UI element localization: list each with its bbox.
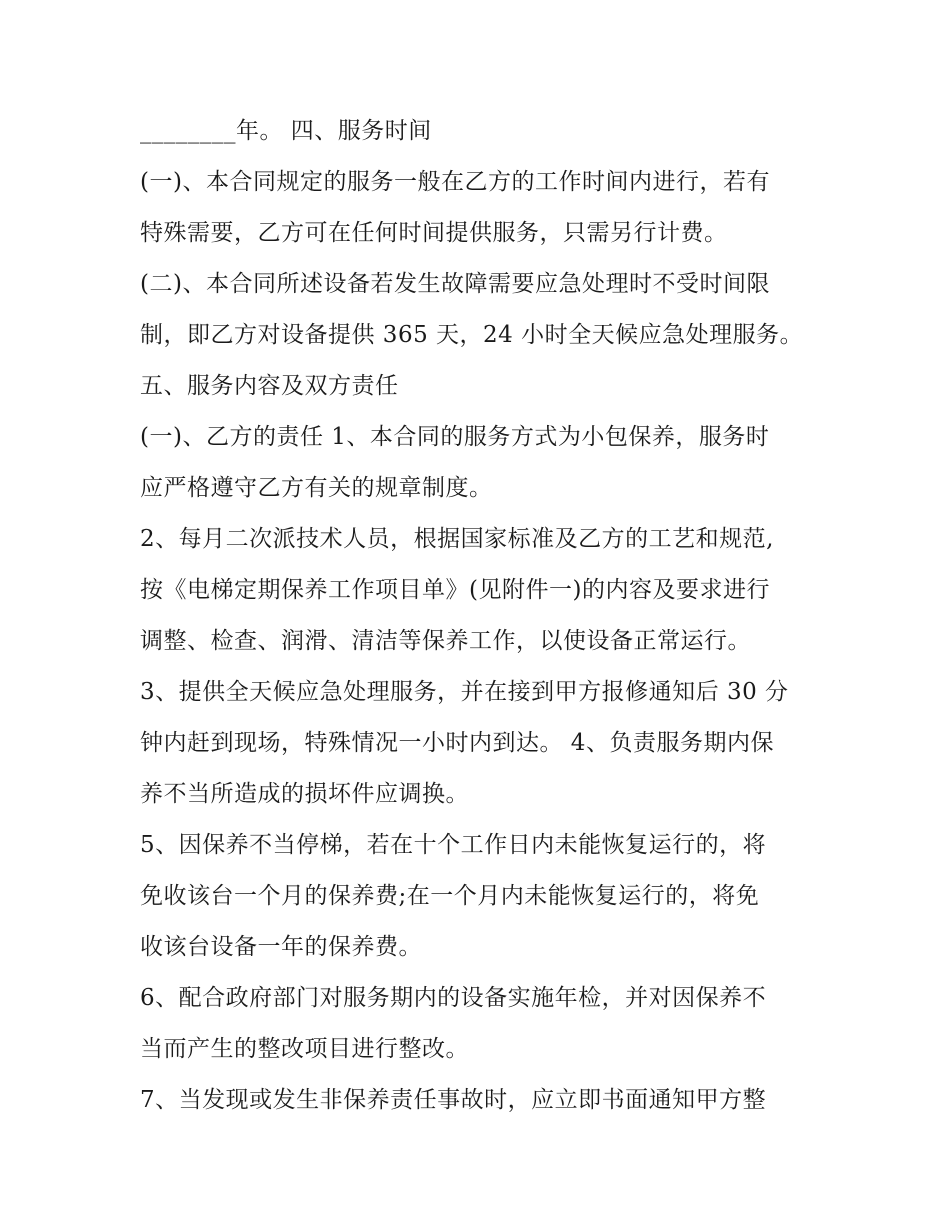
text-line: 调整、检查、润滑、清洁等保养工作，以使设备正常运行。 xyxy=(140,628,751,654)
text-line: ________年。 四、服务时间 xyxy=(140,118,432,144)
text-line: (一)、本合同规定的服务一般在乙方的工作时间内进行，若有 xyxy=(140,169,770,195)
text-line: 收该台设备一年的保养费。 xyxy=(140,934,422,960)
text-line: 5、因保养不当停梯，若在十个工作日内未能恢复运行的，将 xyxy=(140,832,767,858)
text-line: 3、提供全天候应急处理服务，并在接到甲方报修通知后 30 分 xyxy=(140,679,789,705)
text-line: 当而产生的整改项目进行整改。 xyxy=(140,1036,469,1062)
section-heading: 五、服务内容及双方责任 xyxy=(140,373,399,399)
text-line: 制，即乙方对设备提供 365 天，24 小时全天候应急处理服务。 xyxy=(140,322,804,348)
text-line: 7、当发现或发生非保养责任事故时，应立即书面通知甲方整 xyxy=(140,1087,767,1113)
text-line: 6、配合政府部门对服务期内的设备实施年检，并对因保养不 xyxy=(140,985,767,1011)
text-line: 养不当所造成的损坏件应调换。 xyxy=(140,781,469,807)
text-line: (一)、乙方的责任 1、本合同的服务方式为小包保养，服务时 xyxy=(140,424,770,450)
text-line: 2、每月二次派技术人员，根据国家标准及乙方的工艺和规范, xyxy=(140,526,774,552)
text-line: 钟内赶到现场，特殊情况一小时内到达。 4、负责服务期内保 xyxy=(140,730,774,756)
text-line: (二)、本合同所述设备若发生故障需要应急处理时不受时间限 xyxy=(140,271,770,297)
text-line: 特殊需要，乙方可在任何时间提供服务，只需另行计费。 xyxy=(140,220,728,246)
contract-text xyxy=(140,106,820,1126)
text-line: 免收该台一个月的保养费;在一个月内未能恢复运行的，将免 xyxy=(140,883,760,909)
text-line: 按《电梯定期保养工作项目单》(见附件一)的内容及要求进行 xyxy=(140,577,770,603)
text-line: 应严格遵守乙方有关的规章制度。 xyxy=(140,475,493,501)
